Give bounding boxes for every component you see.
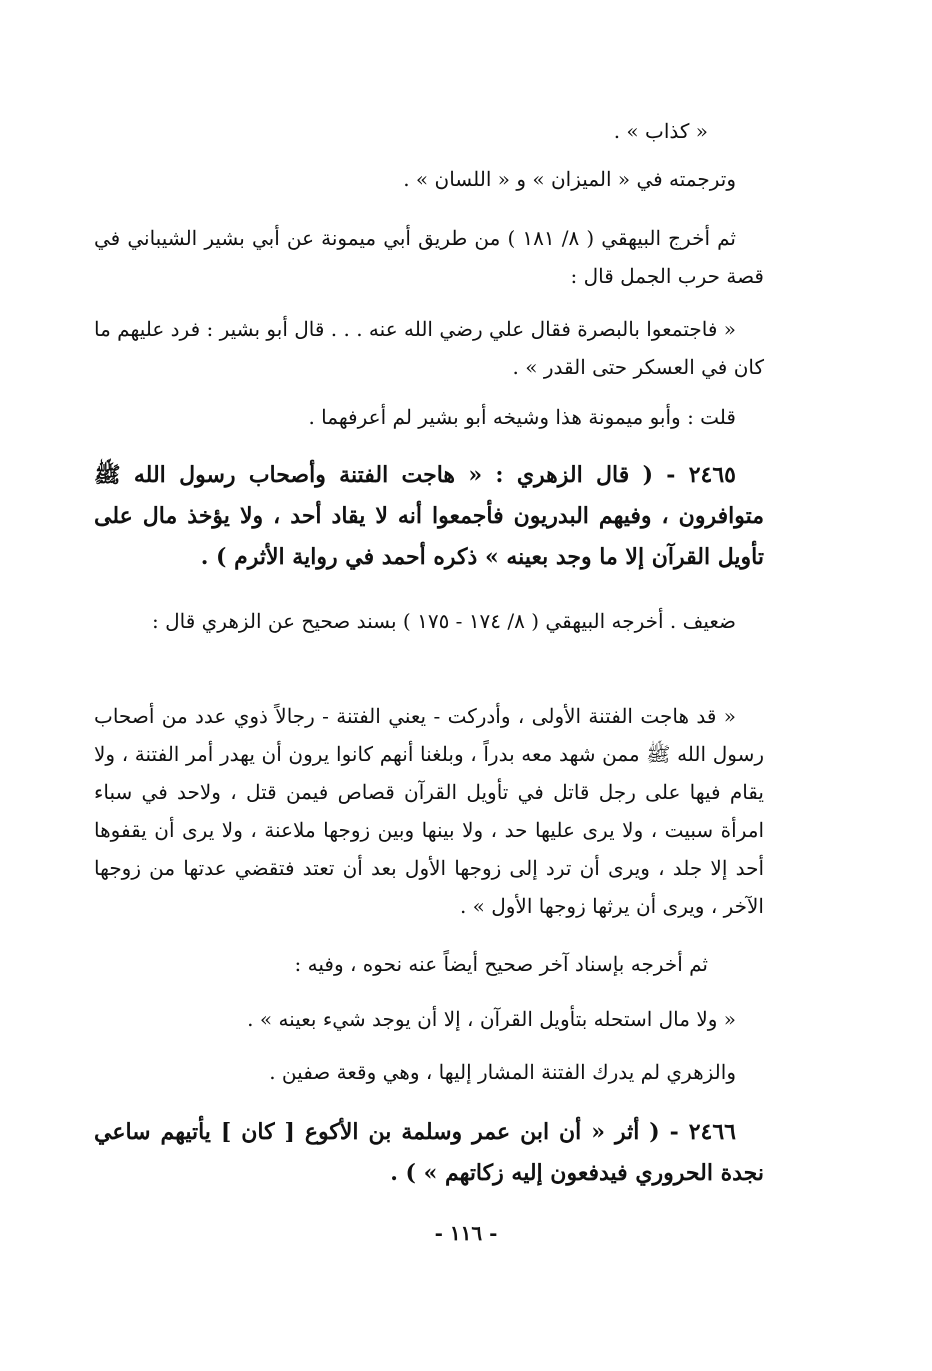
- paragraph-9: ثم أخرجه بإسناد آخر صحيح أيضاً عنه نحوه ، وفيه :: [294, 952, 708, 976]
- hadith-2466: ٢٤٦٦ - ( أثر « أن ابن عمر وسلمة بن الأكوع [ كان ] يأتيهم ساعي نجدة الحروري فيدفعون إليه زكاتهم » ) .: [94, 1119, 764, 1186]
- paragraph-2: وترجمته في « الميزان » و « اللسان » .: [403, 167, 736, 191]
- hadith-2465: ٢٤٦٥ - ( قال الزهري : « هاجت الفتنة وأصحاب رسول الله ﷺ متوافرون ، وفيهم البدريون فأجمعوا أنه لا يقاد أحد ، ولا يؤخذ مال على تأويل القرآن إلا ما وجد بعينه » ذكره أحمد في رواية الأثرم ) .: [94, 462, 764, 570]
- paragraph-10: « ولا مال استحله بتأويل القرآن ، إلا أن يوجد شيء بعينه » .: [247, 1007, 736, 1031]
- page-number: - ١١٦ -: [434, 1221, 498, 1245]
- paragraph-1: « كذاب » .: [613, 119, 708, 143]
- paragraph-3: ثم أخرج البيهقي ( ٨/ ١٨١ ) من طريق أبي ميمونة عن أبي بشير الشيباني في قصة حرب الجمل قال :: [94, 226, 764, 288]
- paragraph-5: قلت : وأبو ميمونة هذا وشيخه أبو بشير لم أعرفهما .: [308, 405, 736, 429]
- paragraph-7: ضعيف . أخرجه البيهقي ( ٨/ ١٧٤ - ١٧٥ ) بسند صحيح عن الزهري قال :: [152, 609, 736, 633]
- paragraph-11: والزهري لم يدرك الفتنة المشار إليها ، وهي وقعة صفين .: [269, 1060, 736, 1084]
- paragraph-4: « فاجتمعوا بالبصرة فقال علي رضي الله عنه . . . قال أبو بشير : فرد عليهم ما كان في العسكر حتى القدر » .: [94, 317, 764, 379]
- paragraph-8: « قد هاجت الفتنة الأولى ، وأدركت - يعني الفتنة - رجالاً ذوي عدد من أصحاب رسول الله ﷺ ممن شهد معه بدراً ، وبلغنا أنهم كانوا يرون أن يهدر أمر الفتنة ، ولا يقام فيها على رجل قاتل في تأويل القرآن قصاص فيمن قتل ، ولاحد في سباء امرأة سبيت ، ولا يرى عليها حد ، ولا بينها وبين زوجها ملاعنة ، ولا يرى أن يقفوها أحد إلا جلد ، ويرى أن ترد إلى زوجها الأول بعد أن تعتد فتقضي عدتها من زوجها الآخر ، ويرى أن يرثها زوجها الأول » .: [94, 704, 764, 918]
